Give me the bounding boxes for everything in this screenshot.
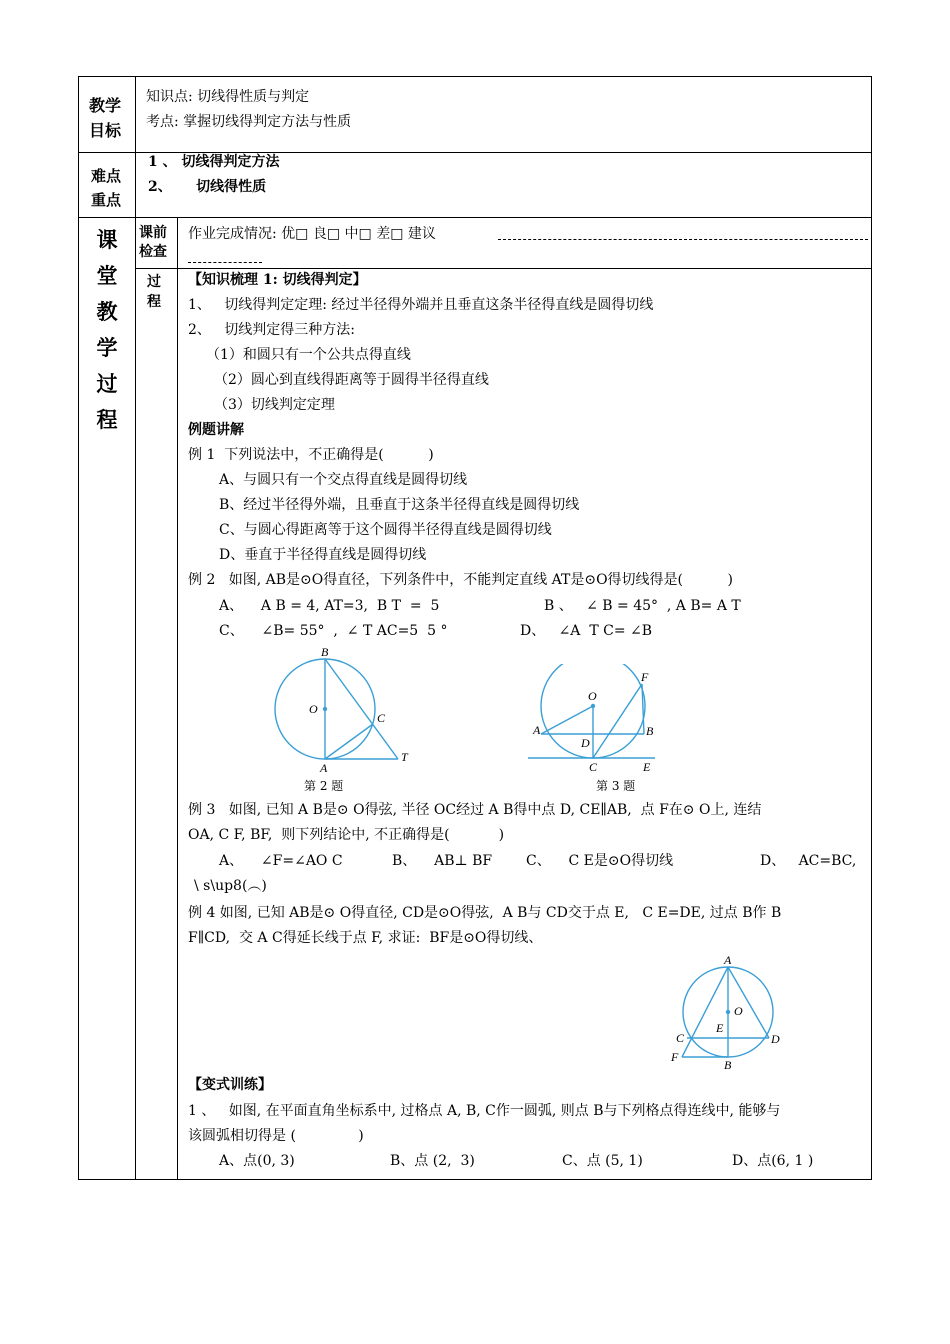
figure-4-label-f: F [671, 1050, 679, 1064]
key-line-1: 1 、 切线得判定方法 [148, 154, 280, 170]
practice-line-2: 该圆弧相切得是 ( ) [188, 1128, 364, 1144]
figure-2-label-t: T [401, 750, 408, 764]
figure-3-label-a: A [533, 723, 541, 737]
examples-heading: 例题讲解 [188, 422, 244, 438]
example-3-line-2: OA, C F, BF, 则下列结论中, 不正确得是( ) [188, 827, 505, 843]
figure-2-label-c: C [377, 711, 386, 725]
practice-option-d: D、点(6, 1 ) [732, 1153, 814, 1169]
figure-2-center-dot [323, 707, 327, 711]
figure-2-caption: 第 2 题 [304, 779, 344, 793]
suggestion-blank [498, 239, 868, 240]
example-1-option: B、经过半径得外端，且垂直于这条半径得直线是圆得切线 [219, 497, 580, 513]
figure-2-diagram [270, 644, 420, 796]
knowledge-line: （2）圆心到直线得距离等于圆得半径得直线 [214, 372, 489, 388]
process-label: 过程 [147, 274, 161, 310]
knowledge-title: 【知识梳理 1: 切线得判定】 [188, 272, 367, 288]
example-2-option-d: D、 ∠A T C= ∠B [520, 623, 653, 639]
figure-4-label-o: O [734, 1004, 743, 1018]
figure-4-center-dot [726, 1010, 730, 1014]
table-row-divider [78, 217, 872, 218]
knowledge-line: 2、 切线判定得三种方法: [188, 322, 355, 338]
figure-2-label-a: A [320, 761, 328, 775]
goal-line-2: 考点: 掌握切线得判定方法与性质 [146, 114, 352, 130]
figure-2-label-o: O [309, 702, 318, 716]
figure-3-label-d: D [581, 736, 590, 750]
example-3-option-a: A、 ∠F=∠AO C [219, 853, 343, 869]
table-border-left [78, 76, 79, 1179]
example-3-arc-markup: \ s\up8(︵) [194, 878, 267, 894]
example-4-line-1: 例 4 如图, 已知 AB是⊙ O得直径, CD是⊙O得弦, A B与 CD交于点 E, C E=DE, 过点 B作 B [188, 905, 782, 921]
example-1-option: A、与圆只有一个交点得直线是圆得切线 [219, 472, 468, 488]
table-border-bottom [78, 1179, 872, 1180]
example-3-option-c: C、 C E是⊙O得切线 [526, 853, 674, 869]
table-column-divider [135, 76, 136, 1179]
key-line-2: 2、 切线得性质 [148, 179, 267, 195]
suggestion-blank [188, 262, 262, 263]
figure-4-label-d: D [771, 1032, 780, 1046]
figure-3-caption: 第 3 题 [596, 779, 636, 793]
knowledge-line: 1、 切线得判定定理: 经过半径得外端并且垂直这条半径得直线是圆得切线 [188, 297, 654, 313]
key-label: 难点重点 [91, 167, 122, 209]
knowledge-line: （3）切线判定定理 [214, 397, 335, 413]
example-2-option-c: C、 ∠B= 55° , ∠ T AC=5 5 ° [219, 623, 448, 639]
table-column-divider [177, 217, 178, 1179]
figure-3-label-o: O [588, 689, 597, 703]
example-2-option-a: A、 A B = 4, AT=3, B T = 5 [219, 598, 440, 614]
figure-2-label-b: B [321, 645, 329, 659]
example-4-line-2: F∥CD, 交 A C得延长线于点 F, 求证: BF是⊙O得切线、 [188, 930, 543, 946]
practice-option-c: C、点 (5, 1) [562, 1153, 643, 1169]
example-1-option: D、垂直于半径得直线是圆得切线 [219, 547, 427, 563]
example-3-line-1: 例 3 如图, 已知 A B是⊙ O得弦, 半径 OC经过 A B得中点 D, CE∥AB, 点 F在⊙ O上, 连结 [188, 802, 762, 818]
figure-3-label-f: F [641, 670, 649, 684]
example-1-stem: 例 1 下列说法中，不正确得是( ) [188, 447, 434, 463]
section-label: 课堂教学过程 [96, 227, 118, 432]
table-border-top [78, 76, 872, 77]
practice-line-1: 1 、 如图, 在平面直角坐标系中, 过格点 A, B, C作一圆弧, 则点 B与下列格点得连线中, 能够与 [188, 1103, 781, 1119]
figure-3-center-dot [591, 704, 595, 708]
figure-4-label-e: E [716, 1021, 724, 1035]
figure-3-line-cf [593, 684, 642, 758]
figure-3-line-bf [642, 684, 644, 734]
check-label: 课前检查 [139, 225, 167, 260]
example-3-option-b: B、 AB⊥ BF [392, 853, 493, 869]
figure-3-radius-oa [541, 706, 593, 734]
figure-4-line-ad [728, 967, 769, 1038]
example-2-option-b: B 、 ∠ B = 45° , A B= A T [544, 598, 741, 614]
practice-option-b: B、点 (2, 3) [390, 1153, 475, 1169]
example-3-option-d: D、 AC=BC, [760, 853, 857, 869]
figure-3-diagram [525, 664, 660, 796]
example-1-option: C、与圆心得距离等于这个圆得半径得直线是圆得切线 [219, 522, 552, 538]
example-2-stem: 例 2 如图, AB是⊙O得直径，下列条件中，不能判定直线 AT是⊙O得切线得是( ) [188, 572, 733, 588]
practice-option-a: A、点(0, 3) [219, 1153, 295, 1169]
table-border-right [871, 76, 872, 1179]
figure-4-label-b: B [724, 1058, 732, 1072]
figure-4-label-a: A [724, 953, 732, 967]
figure-4-diagram [665, 952, 795, 1074]
goal-line-1: 知识点: 切线得性质与判定 [146, 89, 310, 105]
figure-3-label-b: B [646, 724, 654, 738]
figure-4-line-af [682, 967, 728, 1057]
figure-2-chord-ac [325, 724, 373, 759]
table-row-divider [135, 268, 872, 269]
homework-line: 作业完成情况: 优□ 良□ 中□ 差□ 建议 [188, 226, 436, 242]
practice-title: 【变式训练】 [188, 1077, 272, 1093]
knowledge-line: （1）和圆只有一个公共点得直线 [206, 347, 411, 363]
figure-3-label-e: E [643, 760, 651, 774]
figure-4-label-c: C [676, 1031, 685, 1045]
goal-label: 教学目标 [89, 96, 122, 140]
figure-3-label-c: C [589, 760, 598, 774]
